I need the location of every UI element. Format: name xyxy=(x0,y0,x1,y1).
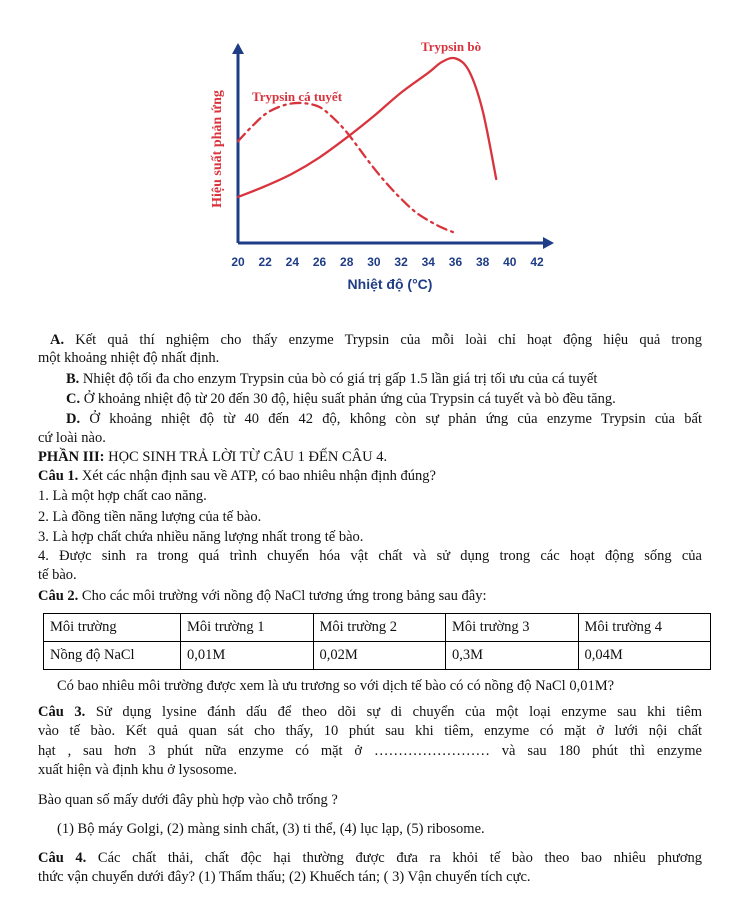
table-cell: 0,3M xyxy=(446,642,579,670)
option-d-line1: D. Ở khoảng nhiệt độ từ 40 đến 42 độ, không còn sự phản ứng của enzyme Trypsin của bất xyxy=(66,411,703,427)
x-tick-label: 28 xyxy=(340,255,354,269)
x-tick-label: 26 xyxy=(312,255,327,269)
x-tick-label: 36 xyxy=(448,255,463,269)
table-row xyxy=(44,642,711,670)
question-4-line1: Câu 4. Các chất thải, chất độc hại thường được đưa ra khỏi tế bào theo bao nhiêu phương xyxy=(38,850,702,866)
q2-question: Có bao nhiêu môi trường được xem là ưu trương so với dịch tế bào có có nồng độ NaCl 0,01M? xyxy=(57,678,615,694)
option-c: C. Ở khoảng nhiệt độ từ 20 đến 30 độ, hiệu suất phản ứng của Trypsin cá tuyết và bò đều tăng. xyxy=(66,391,616,407)
question-1: Câu 1. Xét các nhận định sau về ATP, có bao nhiêu nhận định đúng? xyxy=(38,468,436,484)
nacl-table xyxy=(43,613,711,670)
chart-series xyxy=(238,58,496,233)
option-a-line2: một khoảng nhiệt độ nhất định. xyxy=(38,350,220,366)
x-tick-label: 24 xyxy=(285,255,300,269)
chart-axes xyxy=(232,43,554,249)
table-cell: Môi trường xyxy=(44,614,181,642)
q1-item-1: 1. Là một hợp chất cao năng. xyxy=(38,488,207,504)
q3-ask: Bào quan số mấy dưới đây phù hợp vào chỗ trống ? xyxy=(38,792,338,808)
x-tick-label: 32 xyxy=(394,255,408,269)
x-tick-label: 38 xyxy=(475,255,490,269)
x-tick-label: 42 xyxy=(530,255,544,269)
series-label-cod: Trypsin cá tuyết xyxy=(252,89,343,104)
question-3-line2: vào tế bào. Kết quả quan sát cho thấy, 10 phút sau khi tiêm, enzyme có mặt ở lưới nội chất xyxy=(38,723,702,739)
table-cell: 0,02M xyxy=(313,642,446,670)
question-4-line2: thức vận chuyển dưới đây? (1) Thẩm thấu; (2) Khuếch tán; ( 3) Vận chuyển tích cực. xyxy=(38,869,531,885)
option-b: B. Nhiệt độ tối đa cho enzym Trypsin của bò có giá trị gấp 1.5 lần giá trị tối ưu của cá tuyết xyxy=(66,371,598,387)
table-cell: Môi trường 2 xyxy=(313,614,446,642)
table-cell: 0,04M xyxy=(578,642,711,670)
x-tick-label: 20 xyxy=(231,255,245,269)
option-a-line1: A. Kết quả thí nghiệm cho thấy enzyme Trypsin của mỗi loài chỉ hoạt động hiệu quả trong xyxy=(50,332,702,348)
series-line-0 xyxy=(238,103,455,233)
q1-item-2: 2. Là đồng tiền năng lượng của tế bào. xyxy=(38,509,262,525)
x-axis-title: Nhiệt độ (°C) xyxy=(347,276,433,292)
x-tick-label: 34 xyxy=(421,255,435,269)
q3-choices: (1) Bộ máy Golgi, (2) màng sinh chất, (3) ti thể, (4) lục lạp, (5) ribosome. xyxy=(57,821,485,837)
question-2: Câu 2. Cho các môi trường với nồng độ NaCl tương ứng trong bảng sau đây: xyxy=(38,588,487,604)
x-tick-label: 40 xyxy=(503,255,517,269)
y-axis-title: Hiệu suất phản ứng xyxy=(210,90,225,208)
q1-item-4-cont: tế bào. xyxy=(38,567,77,583)
table-cell: Môi trường 1 xyxy=(181,614,314,642)
table-cell: Nồng độ NaCl xyxy=(44,642,181,670)
question-3-line1: Câu 3. Sử dụng lysine đánh dấu để theo dõi sự di chuyển của một loại enzyme sau khi tiêm xyxy=(38,704,702,720)
question-3-line3: hạt , sau hơn 3 phút nữa enzyme có mặt ở …………………… và sau 180 phút thì enzyme xyxy=(38,743,702,759)
series-line-1 xyxy=(238,58,496,197)
temperature-efficiency-chart xyxy=(195,30,575,300)
x-tick-label: 30 xyxy=(367,255,381,269)
option-d-line2: cứ loài nào. xyxy=(38,430,106,446)
question-3-line4: xuất hiện và định khu ở lysosome. xyxy=(38,762,237,778)
table-cell: 0,01M xyxy=(181,642,314,670)
table-cell: Môi trường 3 xyxy=(446,614,579,642)
table-header-row xyxy=(44,614,711,642)
table-cell: Môi trường 4 xyxy=(578,614,711,642)
x-tick-label: 22 xyxy=(258,255,272,269)
series-label-bovine: Trypsin bò xyxy=(421,39,482,54)
q1-item-4: 4. Được sinh ra trong quá trình chuyển hóa vật chất và sử dụng trong các hoạt động sống của xyxy=(38,548,702,564)
x-tick-labels xyxy=(231,255,544,269)
q1-item-3: 3. Là hợp chất chứa nhiều năng lượng nhất trong tế bào. xyxy=(38,529,364,545)
y-axis-arrow xyxy=(232,43,244,54)
x-axis-arrow xyxy=(543,237,554,249)
part-three-heading: PHẦN III: HỌC SINH TRẢ LỜI TỪ CÂU 1 ĐẾN CÂU 4. xyxy=(38,449,388,465)
